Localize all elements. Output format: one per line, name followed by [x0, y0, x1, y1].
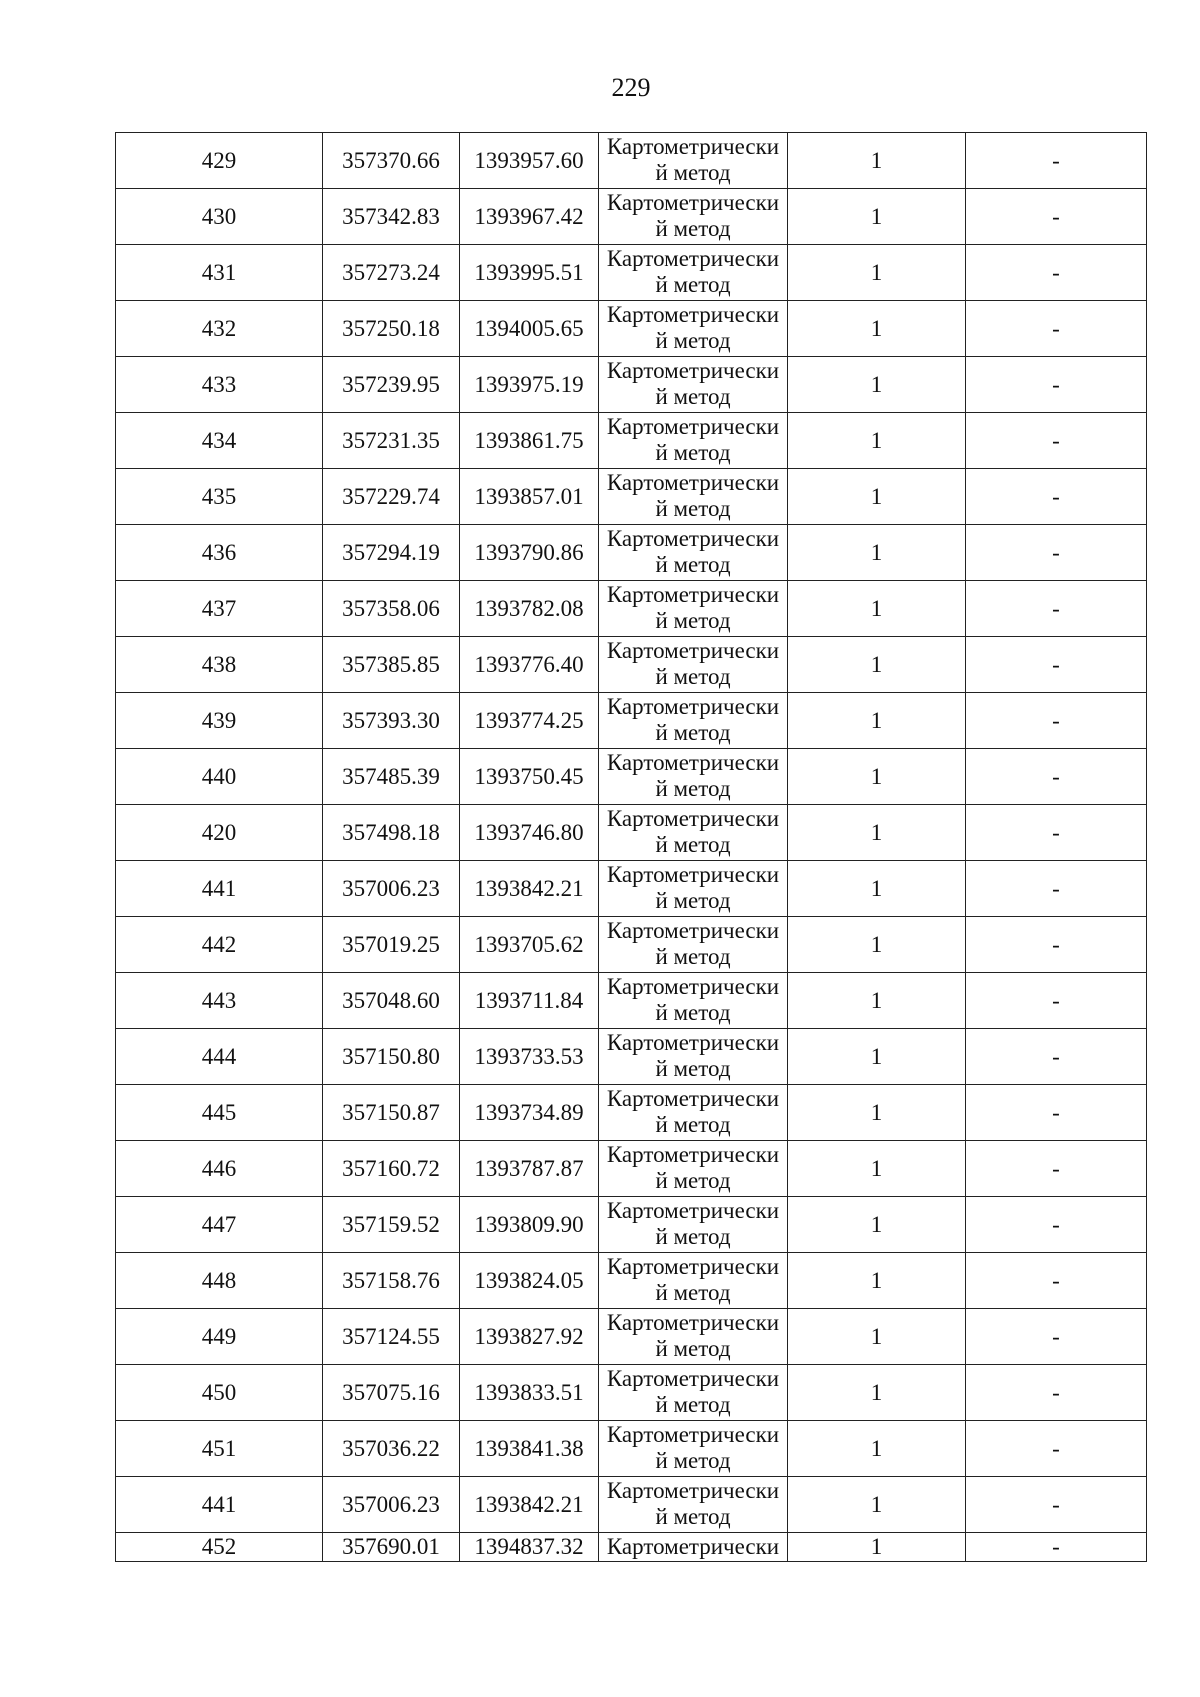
accuracy-cell: 1	[788, 1141, 966, 1197]
method-text-line: Картометрически	[606, 469, 780, 495]
method-text-line: Картометрически	[606, 1197, 780, 1223]
table-row	[116, 805, 1147, 861]
method-cell	[599, 1365, 788, 1421]
x-coordinate-cell: 357239.95	[323, 357, 460, 413]
method-text-line: Картометрически	[606, 245, 780, 271]
table-row	[116, 1197, 1147, 1253]
note-cell: -	[966, 917, 1147, 973]
accuracy-cell: 1	[788, 1421, 966, 1477]
method-text-line: Картометрически	[606, 133, 780, 159]
accuracy-cell: 1	[788, 301, 966, 357]
point-number-cell: 435	[116, 469, 323, 525]
accuracy-cell: 1	[788, 357, 966, 413]
method-text-line: Картометрически	[606, 357, 780, 383]
x-coordinate-cell: 357250.18	[323, 301, 460, 357]
y-coordinate-cell: 1393857.01	[460, 469, 599, 525]
method-text-line: й метод	[655, 999, 731, 1025]
y-coordinate-cell: 1393995.51	[460, 245, 599, 301]
table-row	[116, 189, 1147, 245]
method-text-line: й метод	[655, 271, 731, 297]
y-coordinate-cell: 1393774.25	[460, 693, 599, 749]
x-coordinate-cell: 357158.76	[323, 1253, 460, 1309]
accuracy-cell: 1	[788, 525, 966, 581]
accuracy-cell: 1	[788, 917, 966, 973]
method-text-line: Картометрически	[606, 413, 780, 439]
method-cell	[599, 1085, 788, 1141]
accuracy-cell: 1	[788, 1253, 966, 1309]
method-text-line: й метод	[655, 1447, 731, 1473]
table-row	[116, 1253, 1147, 1309]
accuracy-cell: 1	[788, 469, 966, 525]
x-coordinate-cell: 357370.66	[323, 133, 460, 189]
table-row	[116, 1309, 1147, 1365]
point-number-cell: 451	[116, 1421, 323, 1477]
x-coordinate-cell: 357498.18	[323, 805, 460, 861]
y-coordinate-cell: 1393750.45	[460, 749, 599, 805]
accuracy-cell: 1	[788, 133, 966, 189]
method-text-line: й метод	[655, 775, 731, 801]
point-number-cell: 438	[116, 637, 323, 693]
method-text-line: й метод	[655, 663, 731, 689]
table-body	[116, 133, 1147, 1562]
x-coordinate-cell: 357159.52	[323, 1197, 460, 1253]
point-number-cell: 437	[116, 581, 323, 637]
x-coordinate-cell: 357006.23	[323, 861, 460, 917]
accuracy-cell: 1	[788, 189, 966, 245]
point-number-cell: 429	[116, 133, 323, 189]
point-number-cell: 430	[116, 189, 323, 245]
point-number-cell: 441	[116, 1477, 323, 1533]
x-coordinate-cell: 357229.74	[323, 469, 460, 525]
method-cell	[599, 917, 788, 973]
y-coordinate-cell: 1394005.65	[460, 301, 599, 357]
method-text-line: й метод	[655, 1279, 731, 1305]
note-cell: -	[966, 805, 1147, 861]
point-number-cell: 442	[116, 917, 323, 973]
note-cell: -	[966, 1197, 1147, 1253]
x-coordinate-cell: 357294.19	[323, 525, 460, 581]
method-text-line: й метод	[655, 1391, 731, 1417]
method-cell	[599, 469, 788, 525]
table-row	[116, 133, 1147, 189]
note-cell: -	[966, 1365, 1147, 1421]
point-number-cell: 444	[116, 1029, 323, 1085]
coordinates-table	[115, 132, 1147, 1562]
table-row	[116, 1365, 1147, 1421]
method-text-line: Картометрически	[606, 973, 780, 999]
note-cell: -	[966, 1085, 1147, 1141]
method-cell	[599, 357, 788, 413]
accuracy-cell: 1	[788, 749, 966, 805]
method-text-line: Картометрически	[606, 917, 780, 943]
method-cell	[599, 1029, 788, 1085]
method-text-line: й метод	[655, 159, 731, 185]
method-cell	[599, 245, 788, 301]
accuracy-cell: 1	[788, 861, 966, 917]
method-text-line: й метод	[655, 831, 731, 857]
x-coordinate-cell: 357150.80	[323, 1029, 460, 1085]
method-text-line: Картометрически	[606, 637, 780, 663]
x-coordinate-cell: 357124.55	[323, 1309, 460, 1365]
x-coordinate-cell: 357485.39	[323, 749, 460, 805]
point-number-cell: 434	[116, 413, 323, 469]
table-row	[116, 693, 1147, 749]
method-text-line: й метод	[655, 719, 731, 745]
x-coordinate-cell: 357006.23	[323, 1477, 460, 1533]
method-text-line: Картометрически	[606, 1085, 780, 1111]
note-cell: -	[966, 1029, 1147, 1085]
point-number-cell: 443	[116, 973, 323, 1029]
method-cell	[599, 413, 788, 469]
table-row	[116, 469, 1147, 525]
method-cell	[599, 1477, 788, 1533]
y-coordinate-cell: 1393734.89	[460, 1085, 599, 1141]
table-row	[116, 749, 1147, 805]
table-row	[116, 301, 1147, 357]
accuracy-cell: 1	[788, 1085, 966, 1141]
x-coordinate-cell: 357385.85	[323, 637, 460, 693]
x-coordinate-cell: 357358.06	[323, 581, 460, 637]
method-text-line: й метод	[655, 1335, 731, 1361]
y-coordinate-cell: 1393861.75	[460, 413, 599, 469]
y-coordinate-cell: 1393824.05	[460, 1253, 599, 1309]
method-cell	[599, 525, 788, 581]
method-text-line: й метод	[655, 327, 731, 353]
note-cell: -	[966, 1309, 1147, 1365]
accuracy-cell: 1	[788, 413, 966, 469]
table-row	[116, 1477, 1147, 1533]
table-row	[116, 357, 1147, 413]
note-cell: -	[966, 525, 1147, 581]
note-cell: -	[966, 749, 1147, 805]
table-row	[116, 1029, 1147, 1085]
x-coordinate-cell: 357150.87	[323, 1085, 460, 1141]
method-text-line: Картометрически	[606, 189, 780, 215]
method-text-line: й метод	[655, 439, 731, 465]
method-cell	[599, 1141, 788, 1197]
method-text-line: Картометрически	[606, 805, 780, 831]
point-number-cell: 447	[116, 1197, 323, 1253]
x-coordinate-cell: 357273.24	[323, 245, 460, 301]
point-number-cell: 452	[116, 1533, 323, 1562]
table-row	[116, 525, 1147, 581]
method-cell	[599, 749, 788, 805]
method-text-line: й метод	[655, 1503, 731, 1529]
point-number-cell: 448	[116, 1253, 323, 1309]
point-number-cell: 445	[116, 1085, 323, 1141]
accuracy-cell: 1	[788, 1197, 966, 1253]
method-text-line: й метод	[655, 943, 731, 969]
accuracy-cell: 1	[788, 581, 966, 637]
method-text-line: Картометрически	[606, 1365, 780, 1391]
accuracy-cell: 1	[788, 973, 966, 1029]
method-text-line: Картометрически	[606, 749, 780, 775]
point-number-cell: 449	[116, 1309, 323, 1365]
method-cell	[599, 1533, 788, 1562]
method-text-line: Картометрически	[606, 1141, 780, 1167]
point-number-cell: 446	[116, 1141, 323, 1197]
method-text-line: Картометрически	[606, 693, 780, 719]
method-text-line: Картометрически	[606, 1029, 780, 1055]
accuracy-cell: 1	[788, 245, 966, 301]
accuracy-cell: 1	[788, 1029, 966, 1085]
note-cell: -	[966, 301, 1147, 357]
y-coordinate-cell: 1393833.51	[460, 1365, 599, 1421]
note-cell: -	[966, 413, 1147, 469]
method-cell	[599, 693, 788, 749]
method-cell	[599, 1309, 788, 1365]
table-row	[116, 1533, 1147, 1562]
note-cell: -	[966, 973, 1147, 1029]
method-text-line: й метод	[655, 383, 731, 409]
accuracy-cell: 1	[788, 1365, 966, 1421]
method-text-line: Картометрически	[606, 1253, 780, 1279]
note-cell: -	[966, 1141, 1147, 1197]
method-cell	[599, 133, 788, 189]
method-cell	[599, 805, 788, 861]
point-number-cell: 432	[116, 301, 323, 357]
accuracy-cell: 1	[788, 1533, 966, 1562]
x-coordinate-cell: 357036.22	[323, 1421, 460, 1477]
method-cell	[599, 1197, 788, 1253]
y-coordinate-cell: 1393733.53	[460, 1029, 599, 1085]
accuracy-cell: 1	[788, 805, 966, 861]
method-cell	[599, 861, 788, 917]
x-coordinate-cell: 357160.72	[323, 1141, 460, 1197]
y-coordinate-cell: 1393842.21	[460, 1477, 599, 1533]
table-row	[116, 917, 1147, 973]
method-text-line: й метод	[655, 887, 731, 913]
note-cell: -	[966, 1477, 1147, 1533]
accuracy-cell: 1	[788, 693, 966, 749]
method-cell	[599, 189, 788, 245]
table-row	[116, 1085, 1147, 1141]
point-number-cell: 433	[116, 357, 323, 413]
method-text-line: Картометрически	[606, 525, 780, 551]
table-row	[116, 1421, 1147, 1477]
method-cell	[599, 301, 788, 357]
point-number-cell: 420	[116, 805, 323, 861]
method-text-line: Картометрически	[606, 1309, 780, 1335]
method-text-line: й метод	[655, 1223, 731, 1249]
note-cell: -	[966, 861, 1147, 917]
note-cell: -	[966, 637, 1147, 693]
table-row	[116, 637, 1147, 693]
y-coordinate-cell: 1393746.80	[460, 805, 599, 861]
accuracy-cell: 1	[788, 1477, 966, 1533]
point-number-cell: 440	[116, 749, 323, 805]
method-cell	[599, 637, 788, 693]
note-cell: -	[966, 693, 1147, 749]
y-coordinate-cell: 1393790.86	[460, 525, 599, 581]
y-coordinate-cell: 1394837.32	[460, 1533, 599, 1562]
point-number-cell: 441	[116, 861, 323, 917]
y-coordinate-cell: 1393842.21	[460, 861, 599, 917]
method-text-line: й метод	[655, 495, 731, 521]
method-text-line: Картометрически	[606, 581, 780, 607]
method-text-line: Картометрически	[606, 1421, 780, 1447]
note-cell: -	[966, 1421, 1147, 1477]
note-cell: -	[966, 469, 1147, 525]
note-cell: -	[966, 1533, 1147, 1562]
y-coordinate-cell: 1393787.87	[460, 1141, 599, 1197]
y-coordinate-cell: 1393809.90	[460, 1197, 599, 1253]
point-number-cell: 450	[116, 1365, 323, 1421]
y-coordinate-cell: 1393711.84	[460, 973, 599, 1029]
point-number-cell: 436	[116, 525, 323, 581]
x-coordinate-cell: 357342.83	[323, 189, 460, 245]
x-coordinate-cell: 357393.30	[323, 693, 460, 749]
y-coordinate-cell: 1393782.08	[460, 581, 599, 637]
note-cell: -	[966, 245, 1147, 301]
x-coordinate-cell: 357019.25	[323, 917, 460, 973]
page-number: 229	[611, 73, 651, 102]
y-coordinate-cell: 1393841.38	[460, 1421, 599, 1477]
method-text-line: Картометрически	[606, 861, 780, 887]
note-cell: -	[966, 189, 1147, 245]
method-cell	[599, 1421, 788, 1477]
note-cell: -	[966, 357, 1147, 413]
method-text-line: Картометрически	[606, 301, 780, 327]
note-cell: -	[966, 1253, 1147, 1309]
point-number-cell: 431	[116, 245, 323, 301]
y-coordinate-cell: 1393967.42	[460, 189, 599, 245]
x-coordinate-cell: 357048.60	[323, 973, 460, 1029]
table-row	[116, 245, 1147, 301]
accuracy-cell: 1	[788, 1309, 966, 1365]
table-row	[116, 581, 1147, 637]
x-coordinate-cell: 357231.35	[323, 413, 460, 469]
method-text-line: й метод	[655, 1055, 731, 1081]
method-text-line: й метод	[655, 1167, 731, 1193]
y-coordinate-cell: 1393705.62	[460, 917, 599, 973]
note-cell: -	[966, 133, 1147, 189]
method-text-line: Картометрически	[606, 1477, 780, 1503]
method-cell	[599, 973, 788, 1029]
method-text-line: й метод	[655, 215, 731, 241]
table-row	[116, 1141, 1147, 1197]
method-cell	[599, 1253, 788, 1309]
method-text-line: й метод	[655, 1111, 731, 1137]
method-text-line: й метод	[655, 551, 731, 577]
method-cell	[599, 581, 788, 637]
y-coordinate-cell: 1393776.40	[460, 637, 599, 693]
y-coordinate-cell: 1393957.60	[460, 133, 599, 189]
method-text-line: й метод	[655, 607, 731, 633]
x-coordinate-cell: 357075.16	[323, 1365, 460, 1421]
table-row	[116, 413, 1147, 469]
note-cell: -	[966, 581, 1147, 637]
y-coordinate-cell: 1393827.92	[460, 1309, 599, 1365]
accuracy-cell: 1	[788, 637, 966, 693]
y-coordinate-cell: 1393975.19	[460, 357, 599, 413]
table-row	[116, 973, 1147, 1029]
x-coordinate-cell: 357690.01	[323, 1533, 460, 1562]
point-number-cell: 439	[116, 693, 323, 749]
method-text-line: Картометрически	[606, 1534, 780, 1559]
table-row	[116, 861, 1147, 917]
